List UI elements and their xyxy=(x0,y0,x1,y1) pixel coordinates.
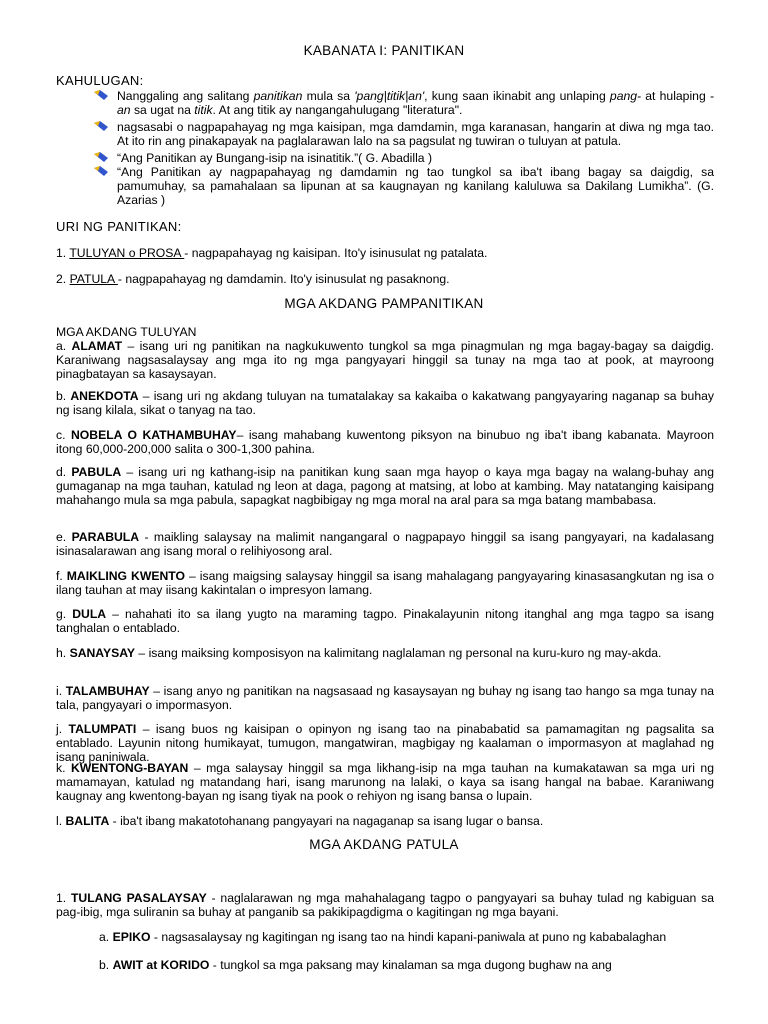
kahulugan-bullet-4: “Ang Panitikan ay nagpapahayag ng damdamin ng tao tungkol sa iba't ibang bagay sa daigdig, sa pamumuhay, sa pamahalaan sa lipunan at sa kaugnayan ng kanilang kaluluwa sa Dakilang Lumikha”. (G. Azarias ) xyxy=(56,165,714,207)
kahulugan-bullet-1: Nanggaling ang salitang panitikan mula sa 'pang|titik|an', kung saan ikinabit ang unlaping pang- at hulaping -an sa ugat na titik. At ang titik ay nangangahulugang "literatura". xyxy=(56,89,714,117)
tuluyan-item-k: k. KWENTONG-BAYAN – mga salaysay hinggil sa mga likhang-isip na mga tauhan na kumakatawan sa mga uri ng mamamayan, katulad ng matandang hari, isang marunong na lalaki, o kaya sa isang hangal na babae. Karaniwang kaugnay ang kwentong-bayan ng isang tiyak na pook o rehiyon ng isang bansa o lupain. xyxy=(56,761,714,803)
akdang-patula-heading: MGA AKDANG PATULA xyxy=(309,837,459,852)
pencil-bullet-icon xyxy=(94,121,108,131)
tuluyan-item-f: f. MAIKLING KWENTO – isang maigsing salaysay hinggil sa isang mahalagang pangyayaring kinasasangkutan ng isa o ilang tauhan at may iisang kakintalan o impresyon lamang. xyxy=(56,569,714,597)
akdang-pampanitikan-heading: MGA AKDANG PAMPANITIKAN xyxy=(284,296,484,311)
uri-item-1: 1. TULUYAN o PROSA - nagpapahayag ng kaisipan. Ito'y isinusulat ng patalata. xyxy=(56,246,488,260)
uri-heading: URI NG PANITIKAN: xyxy=(56,219,182,234)
tuluyan-item-b: b. ANEKDOTA – isang uri ng akdang tuluyan na tumatalakay sa kakaiba o kakatwang pangyayaring naganap sa buhay ng isang kilala, sikat o tanyag na tao. xyxy=(56,389,714,417)
patula-sub-b: b. AWIT at KORIDO - tungkol sa mga paksang may kinalaman sa mga dugong bughaw na ang xyxy=(99,958,612,972)
tuluyan-item-d: d. PABULA – isang uri ng kathang-isip na panitikan kung saan mga hayop o kaya mga bagay na walang-buhay ang gumaganap na mga tauhan, katulad ng leon at daga, pagong at matsing, at lobo at kambing. May natatanging kaisipang mahahango mula sa mga pabula, sapagkat nagbibigay ng mga moral na aral para sa mga batang mambabasa. xyxy=(56,465,714,507)
tuluyan-item-a: a. ALAMAT – isang uri ng panitikan na nagkukuwento tungkol sa mga pinagmulan ng mga bagay-bagay sa daigdig. Karaniwang nagsasalaysay ang mga ito ng mga pangyayari hinggil sa tunay na mga tao at pook, at mayroong pinagbatayan sa kasaysayan. xyxy=(56,339,714,381)
kahulugan-bullet-3: “Ang Panitikan ay Bungang-isip na isinatitik.”( G. Abadilla ) xyxy=(56,151,714,165)
page-title: KABANATA I: PANITIKAN xyxy=(303,43,465,58)
kahulugan-heading: KAHULUGAN: xyxy=(56,73,144,88)
tuluyan-item-c: c. NOBELA O KATHAMBUHAY– isang mahabang kuwentong piksyon na binubuo ng iba't ibang kabanata. Mayroon itong 60,000-200,000 salita o 300-1,300 pahina. xyxy=(56,428,715,456)
tuluyan-item-h: h. SANAYSAY – isang maiksing komposisyon na kalimitang naglalaman ng personal na kuru-kuro ng may-akda. xyxy=(56,646,662,660)
tuluyan-item-l: l. BALITA - iba't ibang makatotohanang pangyayari na nagaganap sa isang lugar o bansa. xyxy=(56,814,544,828)
patula-sub-a: a. EPIKO - nagsasalaysay ng kagitingan ng isang tao na hindi kapani-paniwala at puno ng kababalaghan xyxy=(99,930,667,944)
tuluyan-item-e: e. PARABULA - maikling salaysay na malimit nangangaral o nagpapayo hinggil sa isang pangyayari, na kadalasang isinasalarawan ang isang moral o relihiyosong aral. xyxy=(56,530,714,558)
tuluyan-item-g: g. DULA – nahahati ito sa ilang yugto na maraming tagpo. Pinakalayunin nitong itanghal ang mga tagpo sa isang tanghalan o entablado. xyxy=(56,607,714,635)
patula-item-1: 1. TULANG PASALAYSAY - naglalarawan ng mga mahahalagang tagpo o pangyayari sa buhay tulad ng kabiguan sa pag-ibig, mga suliranin sa buhay at panganib sa pakikipagdigma o kagitingan ng mga bayani. xyxy=(56,891,714,919)
kahulugan-bullet-2: nagsasabi o nagpapahayag ng mga kaisipan, mga damdamin, mga karanasan, hangarin at diwa ng mga tao. At ito rin ang pinakapayak na paglalarawan lalo na sa pagsulat ng tuwiran o tuluyan at patula. xyxy=(56,120,714,148)
tuluyan-heading: MGA AKDANG TULUYAN xyxy=(56,325,197,339)
tuluyan-item-i: i. TALAMBUHAY – isang anyo ng panitikan na nagsasaad ng kasaysayan ng buhay ng isang tao hango sa mga tunay na tala, pangyayari o impormasyon. xyxy=(56,684,714,712)
kahulugan-list xyxy=(56,89,714,207)
tuluyan-item-j: j. TALUMPATI – isang buos ng kaisipan o opinyon ng isang tao na pinababatid sa pamamagitan ng pagsalita sa entablado. Layunin nitong humikayat, tumugon, mangatwiran, magbigay ng kaalaman o impormasyon at maglahad ng isang paniniwala. xyxy=(56,722,715,764)
pencil-bullet-icon xyxy=(94,152,108,162)
pencil-bullet-icon xyxy=(94,90,108,100)
pencil-bullet-icon xyxy=(94,166,108,176)
uri-item-2: 2. PATULA - nagpapahayag ng damdamin. Ito'y isinusulat ng pasaknong. xyxy=(56,272,450,286)
